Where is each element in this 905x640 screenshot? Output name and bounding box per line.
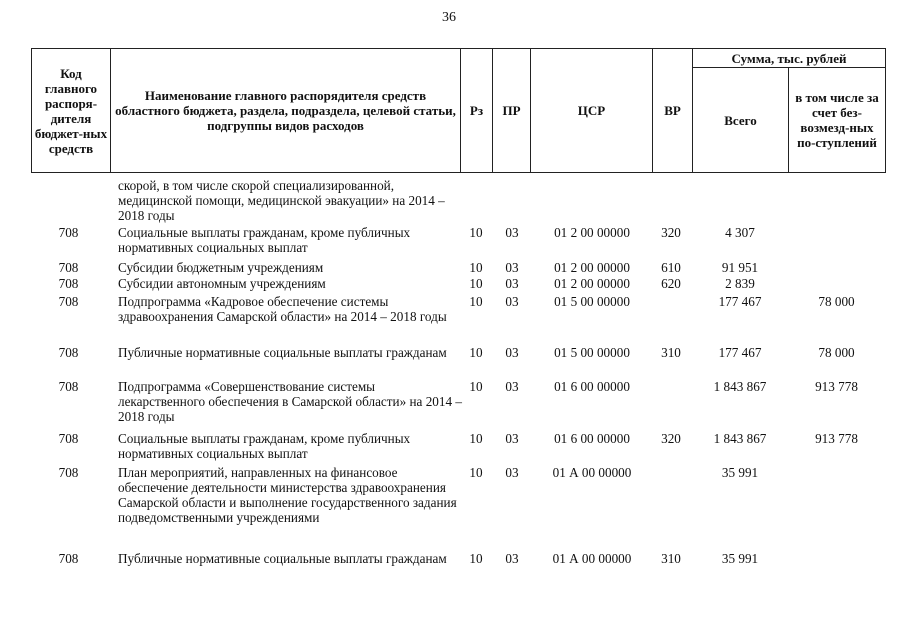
cell-rz: 10	[469, 260, 483, 275]
cell-vr: 310	[661, 345, 681, 360]
cell-pr: 03	[505, 379, 519, 394]
cell-name: Социальные выплаты гражданам, кроме публичных нормативных социальных выплат	[118, 431, 411, 461]
cell-csr: 01 6 00 00000	[554, 379, 630, 394]
cell-total: 4 307	[725, 225, 755, 240]
header-sum: Сумма, тыс. рублей	[693, 49, 886, 68]
cell-code: 708	[58, 294, 79, 309]
cell-code: 708	[58, 225, 79, 240]
cell-code: 708	[58, 276, 79, 291]
cell-pr: 03	[505, 431, 519, 446]
cell-name: Подпрограмма «Совершенствование системы лекарственного обеспечения в Самарской области» на 2014 – 2018 годы	[118, 379, 462, 424]
cell-pr: 03	[505, 294, 519, 309]
cell-code: 708	[58, 260, 79, 275]
cell-vr: 320	[661, 431, 681, 446]
cell-name: План мероприятий, направленных на финансовое обеспечение деятельности министерства здравоохранения Самарской области и выполнение государственного задания подведомственными учреждениями	[118, 465, 457, 525]
cell-csr: 01 2 00 00000	[554, 276, 630, 291]
header-vr: ВР	[653, 49, 693, 173]
cell-name: Субсидии бюджетным учреждениям	[118, 260, 324, 275]
header-rz: Рз	[461, 49, 493, 173]
cell-incl: 913 778	[815, 379, 858, 394]
table-header	[31, 48, 886, 173]
cell-total: 1 843 867	[713, 379, 767, 394]
cell-rz: 10	[469, 379, 483, 394]
cell-code: 708	[58, 465, 79, 480]
header-pr: ПР	[493, 49, 531, 173]
cell-incl: 78 000	[818, 345, 855, 360]
cell-rz: 10	[469, 276, 483, 291]
cell-name: Подпрограмма «Кадровое обеспечение системы здравоохранения Самарской области» на 2014 – 2018 годы	[118, 294, 447, 324]
cell-total: 91 951	[721, 260, 759, 275]
page-number: 36	[442, 10, 456, 25]
cell-incl: 78 000	[818, 294, 855, 309]
cell-csr: 01 5 00 00000	[554, 294, 630, 309]
cell-name: скорой, в том числе скорой специализированной, медицинской помощи, медицинской эвакуации» на 2014 – 2018 годы	[118, 178, 445, 223]
cell-rz: 10	[469, 294, 483, 309]
cell-rz: 10	[469, 551, 483, 566]
cell-pr: 03	[505, 276, 519, 291]
cell-pr: 03	[505, 225, 519, 240]
cell-rz: 10	[469, 225, 483, 240]
cell-code: 708	[58, 379, 79, 394]
cell-vr: 620	[661, 276, 681, 291]
cell-pr: 03	[505, 551, 519, 566]
cell-rz: 10	[469, 431, 483, 446]
header-incl: в том числе за счет без-возмезд-ных по-ступлений	[789, 68, 886, 173]
cell-name: Публичные нормативные социальные выплаты гражданам	[118, 551, 447, 566]
cell-total: 35 991	[721, 465, 759, 480]
cell-csr: 01 2 00 00000	[554, 260, 630, 275]
cell-csr: 01 5 00 00000	[554, 345, 630, 360]
cell-total: 2 839	[725, 276, 755, 291]
cell-csr: 01 2 00 00000	[554, 225, 630, 240]
cell-csr: 01 А 00 00000	[552, 551, 632, 566]
cell-code: 708	[58, 431, 79, 446]
cell-rz: 10	[469, 465, 483, 480]
cell-csr: 01 6 00 00000	[554, 431, 630, 446]
cell-vr: 320	[661, 225, 681, 240]
cell-total: 1 843 867	[713, 431, 767, 446]
cell-pr: 03	[505, 465, 519, 480]
header-total: Всего	[693, 68, 789, 173]
cell-vr: 310	[661, 551, 681, 566]
cell-name: Социальные выплаты гражданам, кроме публичных нормативных социальных выплат	[118, 225, 411, 255]
header-csr: ЦСР	[531, 49, 653, 173]
cell-incl: 913 778	[815, 431, 858, 446]
cell-name: Субсидии автономным учреждениям	[118, 276, 326, 291]
cell-vr: 610	[661, 260, 681, 275]
cell-total: 35 991	[721, 551, 759, 566]
cell-total: 177 467	[718, 345, 762, 360]
cell-name: Публичные нормативные социальные выплаты гражданам	[118, 345, 447, 360]
cell-code: 708	[58, 345, 79, 360]
header-name: Наименование главного распорядителя средств областного бюджета, раздела, подраздела, целевой статьи, подгруппы видов расходов	[111, 49, 461, 173]
cell-csr: 01 А 00 00000	[552, 465, 632, 480]
cell-code: 708	[58, 551, 79, 566]
header-code: Код главного распоря-дителя бюджет-ных средств	[32, 49, 111, 173]
cell-rz: 10	[469, 345, 483, 360]
cell-pr: 03	[505, 345, 519, 360]
cell-total: 177 467	[718, 294, 762, 309]
cell-pr: 03	[505, 260, 519, 275]
